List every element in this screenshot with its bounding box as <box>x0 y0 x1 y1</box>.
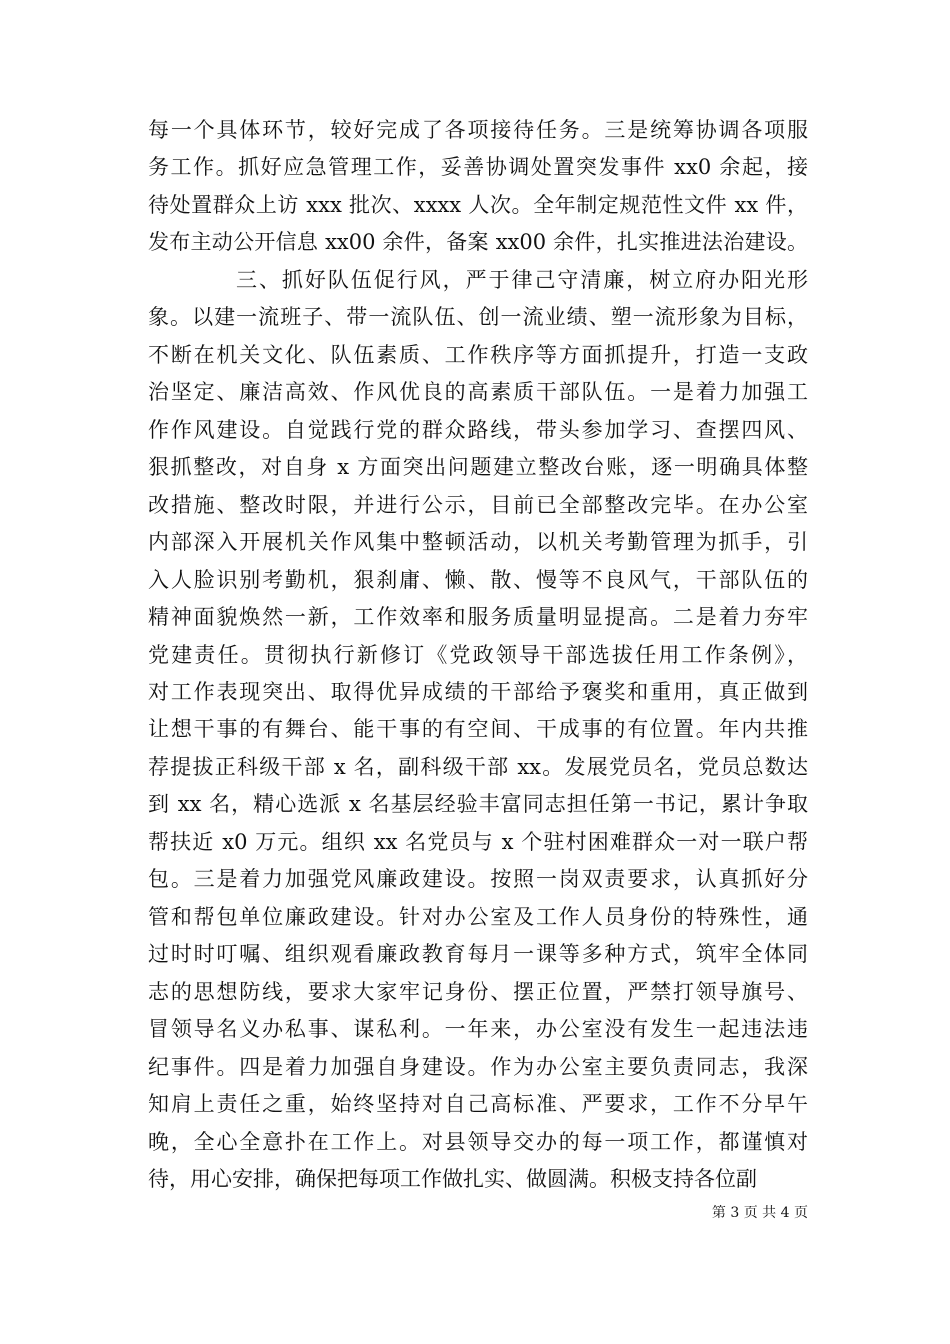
body-text-line: 包。三是着力加强党风廉政建设。按照一岗双责要求，认真抓好分 <box>148 867 808 891</box>
body-text-line: 狠抓整改，对自身 x 方面突出问题建立整改台账，逐一明确具体整 <box>148 455 808 479</box>
body-text-line: 冒领导名义办私事、谋私利。一年来，办公室没有发生一起违法违 <box>148 1017 808 1041</box>
body-text-line: 荐提拔正科级干部 x 名，副科级干部 xx。发展党员名，党员总数达 <box>148 755 808 779</box>
body-text-line: 作作风建设。自觉践行党的群众路线，带头参加学习、查摆四风、 <box>148 418 808 442</box>
body-text-line: 帮扶近 x0 万元。组织 xx 名党员与 x 个驻村困难群众一对一联户帮 <box>148 830 808 854</box>
body-text-line: 内部深入开展机关作风集中整顿活动，以机关考勤管理为抓手，引 <box>148 530 808 554</box>
body-text-line: 待，用心安排，确保把每项工作做扎实、做圆满。积极支持各位副 <box>148 1167 757 1191</box>
body-text-line: 发布主动公开信息 xx00 余件，备案 xx00 余件，扎实推进法治建设。 <box>148 230 808 254</box>
body-text-line: 纪事件。四是着力加强自身建设。作为办公室主要负责同志，我深 <box>148 1055 808 1079</box>
body-text-line: 党建责任。贯彻执行新修订《党政领导干部选拔任用工作条例》， <box>148 643 808 667</box>
body-text-line: 晚，全心全意扑在工作上。对县领导交办的每一项工作，都谨慎对 <box>148 1130 808 1154</box>
body-text-line: 务工作。抓好应急管理工作，妥善协调处置突发事件 xx0 余起，接 <box>148 155 808 179</box>
body-text-line: 精神面貌焕然一新，工作效率和服务质量明显提高。二是着力夯牢 <box>148 605 808 629</box>
body-text-line: 让想干事的有舞台、能干事的有空间、干成事的有位置。年内共推 <box>148 717 808 741</box>
body-text-line: 到 xx 名，精心选派 x 名基层经验丰富同志担任第一书记，累计争取 <box>148 792 808 816</box>
body-text-line: 象。以建一流班子、带一流队伍、创一流业绩、塑一流形象为目标， <box>148 305 808 329</box>
body-text-line: 对工作表现突出、取得优异成绩的干部给予褒奖和重用，真正做到 <box>148 680 808 704</box>
body-text-line: 管和帮包单位廉政建设。针对办公室及工作人员身份的特殊性，通 <box>148 905 808 929</box>
body-text-line: 不断在机关文化、队伍素质、工作秩序等方面抓提升，打造一支政 <box>148 343 808 367</box>
body-text-line: 改措施、整改时限，并进行公示，目前已全部整改完毕。在办公室 <box>148 493 808 517</box>
section-heading-line: 三、抓好队伍促行风，严于律己守清廉，树立府办阳光形 <box>236 268 808 292</box>
page-number-footer: 第 3 页 共 4 页 <box>711 1205 808 1221</box>
body-text-line: 过时时叮嘱、组织观看廉政教育每月一课等多种方式，筑牢全体同 <box>148 942 808 966</box>
body-text-line: 每一个具体环节，较好完成了各项接待任务。三是统筹协调各项服 <box>148 118 808 142</box>
body-text-line: 待处置群众上访 xxx 批次、xxxx 人次。全年制定规范性文件 xx 件， <box>148 193 808 217</box>
body-text-line: 治坚定、廉洁高效、作风优良的高素质干部队伍。一是着力加强工 <box>148 380 808 404</box>
body-text-line: 志的思想防线，要求大家牢记身份、摆正位置，严禁打领导旗号、 <box>148 980 808 1004</box>
body-text-line: 知肩上责任之重，始终坚持对自己高标准、严要求，工作不分早午 <box>148 1092 808 1116</box>
body-text-line: 入人脸识别考勤机，狠刹庸、懒、散、慢等不良风气，干部队伍的 <box>148 568 808 592</box>
